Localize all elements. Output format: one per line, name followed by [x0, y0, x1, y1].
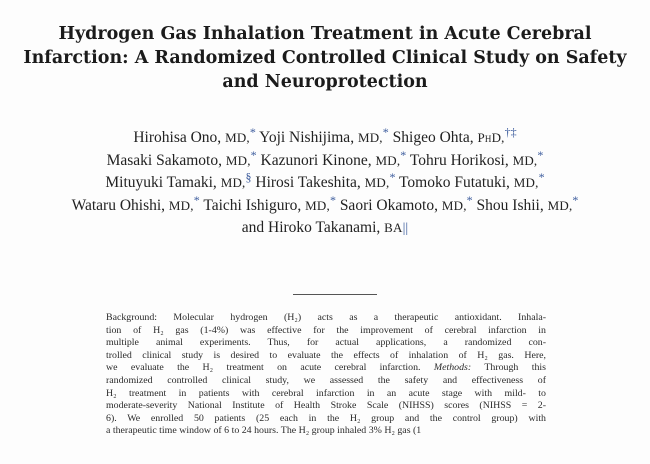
abstract-line: H₂ treatment in patients with cerebral infarction in an acute stage with mild- to	[106, 387, 546, 399]
author-line-3	[0, 169, 650, 195]
author-name: Shou Ishii,	[472, 196, 548, 214]
title-line-3: and Neuroprotection	[222, 72, 428, 92]
abstract-line: 6). We enrolled 50 patients (25 each in the H₂ group and the control group) with	[106, 412, 546, 424]
affiliation-marker: *	[382, 124, 389, 139]
author-degree: MD,	[357, 130, 383, 145]
author-name: Wataru Ohishi,	[71, 196, 169, 214]
author-name: Yoji Nishijima,	[255, 129, 358, 146]
author-name: Shigeo Ohta,	[388, 129, 478, 146]
author-degree: PhD,	[477, 130, 505, 145]
affiliation-marker: §	[245, 169, 252, 184]
title-line-2: Infarction: A Randomized Controlled Clinical Study on Safety	[23, 48, 627, 68]
affiliation-marker: *	[572, 192, 579, 207]
affiliation-marker: *	[250, 147, 257, 162]
affiliation-marker: *	[538, 169, 545, 184]
author-degree: MD,	[225, 152, 251, 168]
title-line-1: Hydrogen Gas Inhalation Treatment in Acute Cerebral	[58, 24, 592, 44]
affiliation-marker: *	[400, 147, 407, 162]
author-line-2	[0, 147, 650, 173]
paper-title	[20, 22, 630, 94]
author-list	[0, 124, 650, 240]
abstract-line: Background: Molecular hydrogen (H₂) acts as a therapeutic antioxidant. Inhala-	[106, 312, 546, 323]
abstract-line: moderate-severity National Institute of Health Stroke Scale (NIHSS) scores (NIHSS = 2-	[106, 400, 546, 412]
section-divider	[293, 294, 377, 295]
author-line-4	[0, 192, 650, 218]
author-name: Hirohisa Ono,	[133, 129, 226, 146]
author-degree: MD,	[364, 175, 390, 190]
abstract-line: multiple animal experiments. Thus, for actual applications, a randomized con-	[106, 337, 546, 349]
affiliation-marker: *	[389, 169, 396, 184]
author-line-1	[0, 124, 650, 150]
affiliation-marker: *	[466, 192, 473, 207]
author-name: Kazunori Kinone,	[256, 151, 376, 169]
author-name: Masaki Sakamoto,	[106, 151, 226, 169]
abstract-line: a therapeutic time window of 6 to 24 hours. The H₂ group inhaled 3% H₂ gas (1	[106, 425, 422, 437]
author-degree: BA	[384, 220, 403, 235]
abstract	[106, 312, 546, 438]
author-degree: MD,	[441, 197, 467, 213]
abstract-line: tion of H₂ gas (1-4%) was effective for the improvement of cerebral infarction in	[106, 324, 546, 336]
author-name: Tohru Horikosi,	[406, 151, 513, 169]
author-degree: MD,	[168, 197, 194, 213]
author-line-5	[0, 217, 650, 240]
author-name: and Hiroko Takanami,	[241, 219, 385, 236]
author-degree: MD,	[305, 197, 330, 213]
author-degree: MD,	[375, 152, 401, 168]
author-degree: MD,	[220, 175, 246, 190]
author-name: Mituyuki Tamaki,	[105, 174, 221, 191]
author-degree: MD,	[225, 130, 250, 145]
author-name: Saori Okamoto,	[335, 196, 442, 214]
affiliation-marker: †‡	[504, 124, 517, 139]
author-degree: MD,	[513, 175, 539, 190]
abstract-line: trolled clinical study is desired to evaluate the effects of inhalation of H₂ gas. Here,	[106, 349, 546, 361]
author-degree: MD,	[512, 152, 538, 168]
author-name: Hirosi Takeshita,	[251, 174, 365, 191]
affiliation-marker: ||	[402, 221, 409, 236]
author-name: Tomoko Futatuki,	[395, 174, 514, 191]
author-degree: MD,	[547, 197, 573, 213]
author-name: Taichi Ishiguro,	[199, 196, 306, 214]
affiliation-marker: *	[249, 124, 256, 139]
affiliation-marker: *	[329, 192, 336, 207]
abstract-line: we evaluate the H₂ treatment on acute cerebral infarction. Methods: Through this	[106, 362, 546, 374]
methods-heading: Methods:	[433, 362, 472, 374]
affiliation-marker: *	[193, 192, 200, 207]
affiliation-marker: *	[537, 147, 544, 162]
abstract-line: randomized controlled clinical study, we assessed the safety and effectiveness of	[106, 374, 546, 386]
